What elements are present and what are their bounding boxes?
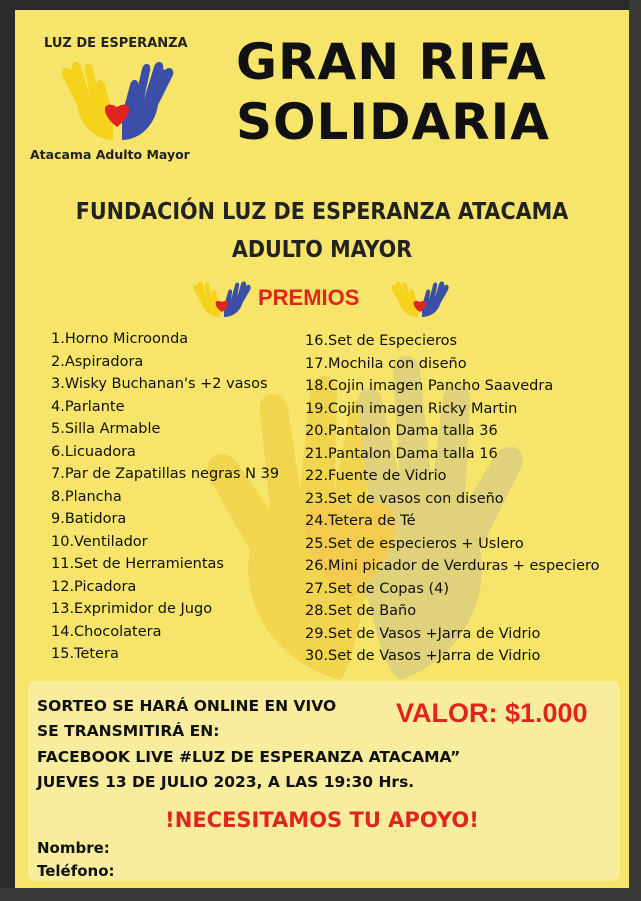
prize-item: 16.Set de Especieros bbox=[305, 333, 458, 349]
foundation-line-1: FUNDACIÓN LUZ DE ESPERANZA ATACAMA bbox=[75, 199, 569, 225]
prize-list-right bbox=[305, 330, 600, 668]
info-line-1: SORTEO SE HARÁ ONLINE EN VIVO bbox=[37, 697, 337, 715]
frame-edge-bottom bbox=[0, 888, 641, 901]
prize-item: 28.Set de Baño bbox=[305, 603, 417, 619]
prize-item: 11.Set de Herramientas bbox=[51, 556, 224, 572]
prize-item: 18.Cojin imagen Pancho Saavedra bbox=[305, 378, 554, 394]
logo-subtitle: Atacama Adulto Mayor bbox=[30, 147, 190, 162]
info-line-3: FACEBOOK LIVE #LUZ DE ESPERANZA ATACAMA” bbox=[37, 748, 461, 766]
prize-item: 10.Ventilador bbox=[51, 533, 148, 550]
info-line-4: JUEVES 13 DE JULIO 2023, A LAS 19:30 Hrs. bbox=[37, 773, 415, 791]
foundation-name bbox=[15, 193, 629, 269]
prize-item: 9.Batidora bbox=[51, 511, 127, 527]
prize-item: 29.Set de Vasos +Jarra de Vidrio bbox=[305, 625, 541, 642]
telefono-label: Teléfono: bbox=[37, 862, 115, 880]
prize-item: 26.Mini picador de Verduras + especiero bbox=[305, 558, 600, 574]
prize-item: 13.Exprimidor de Jugo bbox=[51, 601, 213, 617]
prize-item: 24.Tetera de Té bbox=[305, 513, 416, 529]
prize-item: 14.Chocolatera bbox=[51, 623, 162, 640]
prize-item: 23.Set de vasos con diseño bbox=[305, 490, 504, 507]
prize-item: 7.Par de Zapatillas negras N 39 bbox=[51, 466, 280, 482]
prize-item: 15.Tetera bbox=[51, 646, 119, 662]
prize-item: 5.Silla Armable bbox=[51, 421, 161, 437]
prize-item: 22.Fuente de Vidrio bbox=[305, 468, 447, 484]
nombre-label: Nombre: bbox=[37, 839, 110, 857]
prize-item: 20.Pantalon Dama talla 36 bbox=[305, 423, 498, 439]
foundation-line-2: ADULTO MAYOR bbox=[231, 237, 413, 263]
support-callout: !NECESITAMOS TU APOYO! bbox=[165, 808, 479, 832]
prize-list-left bbox=[51, 328, 279, 666]
prize-item: 27.Set de Copas (4) bbox=[305, 580, 450, 597]
prize-item: 19.Cojin imagen Ricky Martin bbox=[305, 400, 518, 417]
prize-item: 25.Set de especieros + Uslero bbox=[305, 535, 524, 552]
hands-heart-icon bbox=[390, 280, 450, 318]
prize-item: 3.Wisky Buchanan's +2 vasos bbox=[51, 376, 268, 392]
prize-item: 1.Horno Microonda bbox=[51, 331, 189, 347]
prize-item: 8.Plancha bbox=[51, 488, 122, 505]
page-title bbox=[236, 32, 550, 152]
premios-label: PREMIOS bbox=[258, 285, 360, 310]
prize-item: 21.Pantalon Dama talla 16 bbox=[305, 445, 498, 462]
premios-header bbox=[15, 280, 629, 320]
info-line-2: SE TRANSMITIRÁ EN: bbox=[37, 722, 220, 740]
hands-heart-icon bbox=[192, 280, 252, 318]
prize-item: 12.Picadora bbox=[51, 578, 137, 595]
prize-item: 6.Licuadora bbox=[51, 443, 136, 460]
logo-org-name: LUZ DE ESPERANZA bbox=[44, 36, 188, 51]
price-value: VALOR: $1.000 bbox=[396, 698, 588, 728]
hands-heart-logo-icon bbox=[55, 55, 180, 145]
title-line-2: SOLIDARIA bbox=[236, 93, 550, 151]
prize-item: 4.Parlante bbox=[51, 398, 125, 415]
prize-item: 30.Set de Vasos +Jarra de Vidrio bbox=[305, 648, 541, 664]
prize-item: 2.Aspiradora bbox=[51, 353, 144, 370]
title-line-1: GRAN RIFA bbox=[236, 33, 547, 91]
prize-item: 17.Mochila con diseño bbox=[305, 355, 467, 372]
frame-edge-right bbox=[629, 0, 641, 901]
